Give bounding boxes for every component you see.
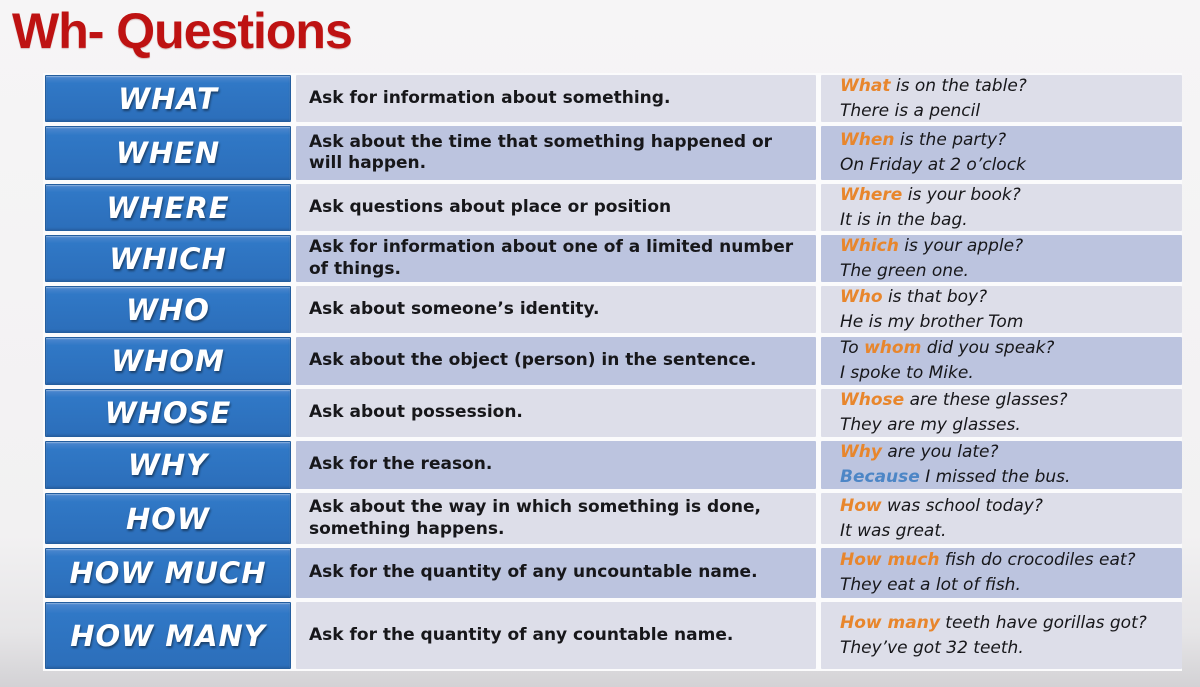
question-word-label: WHO [126,292,210,327]
text-segment: is your book? [902,184,1021,205]
text-segment: How many [840,612,940,633]
example-cell [821,235,1182,282]
question-word-label: WHERE [106,190,230,225]
description-text: Ask for the quantity of any countable name. [309,624,734,645]
description-cell [296,126,816,180]
example-cell [821,493,1182,544]
description-cell [296,286,816,333]
description-text: Ask questions about place or position [309,196,672,217]
wh-questions-table [43,73,1182,671]
example-answer [840,519,1178,544]
example-cell [821,389,1182,437]
question-word-label: WHICH [109,241,227,276]
question-word-label: HOW [126,501,210,536]
text-segment: is your apple? [898,235,1024,256]
description-text: Ask for the reason. [309,454,493,475]
description-cell [296,75,816,122]
text-segment: whom [864,338,922,358]
text-segment: It was great. [840,520,947,541]
text-segment: It is in the bag. [840,209,968,230]
text-segment: The green one. [840,260,969,281]
description-text: Ask for information about something. [309,87,671,108]
description-cell [296,602,816,669]
question-word-label: HOW MANY [70,618,266,653]
text-segment: They are my glasses. [840,415,1021,435]
description-text: Ask about possession. [309,402,523,423]
text-segment: Which [840,235,899,256]
text-segment: fish do crocodiles eat? [939,550,1136,570]
text-segment: Why [840,442,882,462]
text-segment: How much [840,550,940,570]
text-segment: They’ve got 32 teeth. [840,637,1024,658]
text-segment: He is my brother Tom [840,311,1024,332]
example-cell [821,126,1182,180]
example-question [840,388,1178,413]
example-answer [840,208,1178,233]
text-segment: is the party? [894,130,1007,150]
example-cell [821,548,1182,598]
example-answer [840,259,1178,284]
description-text: Ask about the way in which something is done, something happens. [309,497,761,539]
description-cell [296,184,816,231]
description-text: Ask about someone’s identity. [309,298,600,319]
description-text: Ask about the object (person) in the sentence. [309,350,757,371]
description-cell [296,548,816,598]
question-word-label: WHOSE [104,396,232,430]
text-segment: teeth have gorillas got? [939,612,1147,633]
example-answer [840,361,1178,386]
example-question [840,440,1178,465]
example-question [840,548,1178,573]
description-cell [296,337,816,385]
example-cell [821,337,1182,385]
text-segment: How [840,495,882,516]
example-question [840,494,1178,519]
description-text: Ask for information about one of a limited number of things. [309,237,794,279]
example-question [840,336,1178,361]
question-word-cell [45,184,291,231]
page-title: Wh- Questions [12,3,352,59]
text-segment: are these glasses? [904,390,1068,410]
question-word-cell [45,126,291,180]
question-word-cell [45,389,291,437]
text-segment: When [840,130,895,150]
text-segment: I missed the bus. [919,467,1071,487]
example-question [840,611,1178,636]
example-question [840,234,1178,259]
description-cell [296,493,816,544]
text-segment: was school today? [881,495,1043,516]
example-answer [840,310,1178,335]
example-cell [821,441,1182,489]
text-segment: They eat a lot of fish. [840,575,1021,595]
text-segment: is on the table? [890,75,1027,96]
example-cell [821,286,1182,333]
example-answer [840,636,1178,661]
description-cell [296,441,816,489]
text-segment: There is a pencil [840,100,981,121]
example-answer [840,413,1178,438]
text-segment: Whose [840,390,905,410]
question-word-cell [45,493,291,544]
description-cell [296,235,816,282]
example-answer [840,573,1178,598]
question-word-cell [45,441,291,489]
example-question [840,183,1178,208]
text-segment: I spoke to Mike. [840,363,974,383]
text-segment: What [840,75,891,96]
question-word-cell [45,286,291,333]
example-cell [821,602,1182,669]
example-answer [840,99,1178,124]
example-cell [821,184,1182,231]
question-word-cell [45,548,291,598]
description-text: Ask about the time that something happened or will happen. [309,131,773,173]
example-question [840,285,1178,310]
question-word-label: WHEN [115,136,221,170]
text-segment: Who [840,286,883,307]
text-segment: To [840,338,865,358]
example-answer [840,465,1178,490]
question-word-cell [45,337,291,385]
example-question [840,74,1178,99]
question-word-label: HOW MUCH [69,556,267,590]
example-answer [840,153,1178,178]
text-segment: did you speak? [921,338,1055,358]
text-segment: On Friday at 2 o’clock [840,155,1026,175]
text-segment: Because [840,467,920,487]
question-word-cell [45,75,291,122]
description-cell [296,389,816,437]
text-segment: are you late? [881,442,999,462]
description-text: Ask for the quantity of any uncountable name. [309,562,758,583]
question-word-cell [45,235,291,282]
question-word-label: WHOM [111,344,225,378]
question-word-label: WHY [127,448,209,482]
example-cell [821,75,1182,122]
example-question [840,128,1178,153]
question-word-cell [45,602,291,669]
text-segment: is that boy? [882,286,988,307]
question-word-label: WHAT [118,81,218,116]
text-segment: Where [840,184,903,205]
